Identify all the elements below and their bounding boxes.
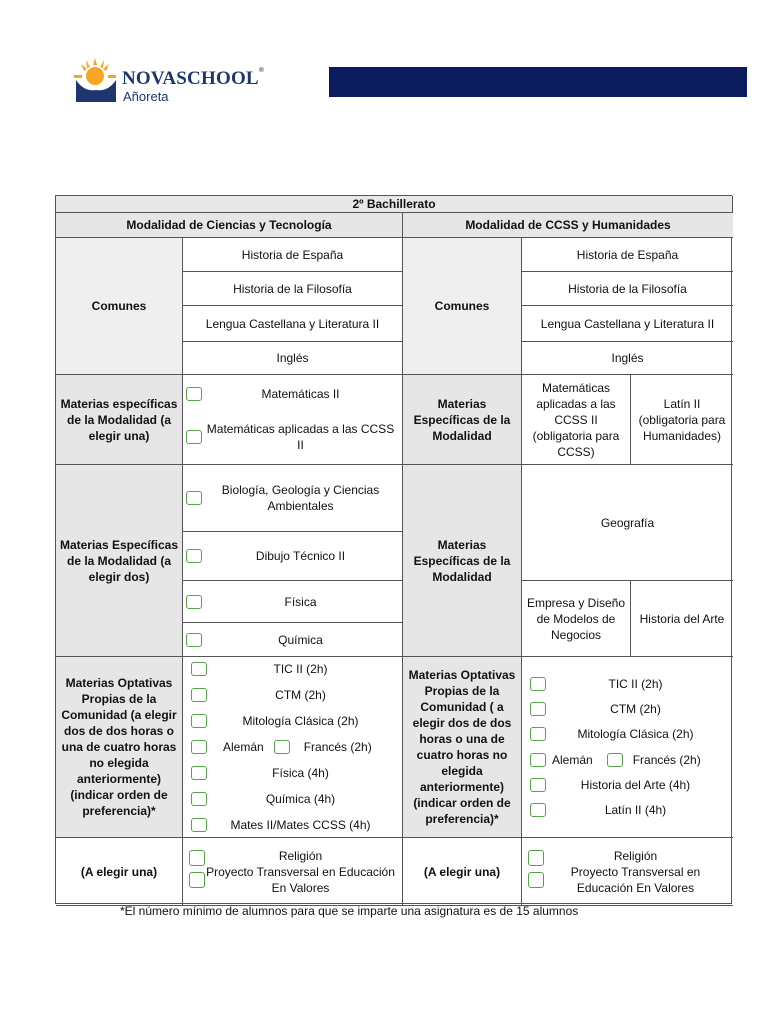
heading-ccss: Modalidad de CCSS y Humanidades [403, 213, 733, 238]
checkbox[interactable] [530, 677, 546, 691]
checkbox[interactable] [186, 595, 202, 609]
esp2-option [183, 532, 403, 581]
option-label: Mates II/Mates CCSS (4h) [230, 818, 371, 832]
esp1-label-ccss: Materias Específicas de la Modalidad [403, 375, 522, 465]
option-row [186, 421, 399, 453]
option-label: Proyecto Transversal en Educación En Valores [206, 864, 395, 895]
esp2-ccss-geografia: Geografía [522, 465, 733, 581]
option-label: Religión [613, 848, 658, 863]
esp1-ccss-matematicas: Matemáticas aplicadas a las CCSS II (obligatoria para CCSS) [522, 375, 631, 465]
option-label: TIC II (2h) [608, 676, 663, 691]
esp2-label-ciencias: Materias Específicas de la Modalidad (a elegir dos) [56, 465, 183, 657]
comun-item: Inglés [522, 342, 733, 375]
checkbox[interactable] [530, 778, 546, 792]
option-label: Historia del Arte (4h) [580, 777, 691, 792]
comun-item: Historia de la Filosofía [183, 272, 403, 306]
comun-item: Lengua Castellana y Literatura II [522, 306, 733, 342]
footnote: *El número mínimo de alumnos para que se imparte una asignatura es de 15 alumnos [120, 904, 579, 918]
checkbox[interactable] [186, 549, 202, 563]
checkbox[interactable] [191, 766, 207, 780]
esp2-label-ccss: Materias Específicas de la Modalidad [403, 465, 522, 657]
checkbox[interactable] [191, 740, 207, 754]
esp1-options-ciencias [183, 375, 403, 465]
comun-item: Inglés [183, 342, 403, 375]
subjects-table [55, 195, 732, 904]
option-label: Química [278, 632, 323, 647]
option-label: Mitología Clásica (2h) [242, 714, 359, 728]
option-label: Física (4h) [272, 766, 329, 780]
option-label: Francés (2h) [632, 752, 701, 767]
checkbox[interactable] [191, 818, 207, 832]
table-title: 2º Bachillerato [56, 196, 733, 213]
elegir-label-ciencias: (A elegir una) [56, 838, 183, 906]
checkbox[interactable] [528, 850, 544, 866]
elegir-label-ccss: (A elegir una) [403, 838, 522, 906]
esp2-option [183, 623, 403, 657]
elegir-options-ciencias [183, 838, 403, 906]
checkbox[interactable] [191, 714, 207, 728]
checkbox[interactable] [530, 753, 546, 767]
option-label: Física [284, 594, 317, 609]
checkbox[interactable] [191, 688, 207, 702]
option-label: CTM (2h) [275, 688, 326, 702]
optativas-label-ciencias: Materias Optativas Propias de la Comunidad (a elegir dos de dos horas o una de cuatro horas no elegida anteriormente) (indicar orden de preferencia)* [56, 657, 183, 838]
checkbox[interactable] [607, 753, 623, 767]
checkbox[interactable] [186, 430, 202, 444]
option-label: Química (4h) [265, 792, 336, 806]
esp2-ccss-historia-arte: Historia del Arte [631, 581, 733, 657]
option-row [186, 386, 399, 402]
esp1-ccss-latin: Latín II (obligatoria para Humanidades) [631, 375, 733, 465]
option-row-idiomas [530, 752, 725, 768]
optativas-options-ciencias [183, 657, 403, 838]
option-label: Biología, Geología y Ciencias Ambientales [221, 483, 380, 513]
option-label: Alemán [552, 752, 593, 767]
option-label: Proyecto Transversal en Educación En Valores [570, 864, 701, 895]
header-bar [329, 67, 747, 97]
option-label: Francés (2h) [303, 740, 372, 754]
esp1-label-ciencias: Materias específicas de la Modalidad (a elegir una) [56, 375, 183, 465]
comun-item: Historia de España [183, 238, 403, 272]
sun-logo-icon [72, 56, 122, 104]
optativas-options-ccss [522, 657, 733, 838]
comun-item: Lengua Castellana y Literatura II [183, 306, 403, 342]
checkbox[interactable] [186, 633, 202, 647]
esp2-option [183, 465, 403, 532]
checkbox[interactable] [530, 727, 546, 741]
option-label: Latín II (4h) [604, 803, 667, 818]
option-label: Mitología Clásica (2h) [577, 727, 694, 742]
brand-name: NOVASCHOOL® [122, 66, 265, 89]
esp2-ccss-empresa: Empresa y Diseño de Modelos de Negocios [522, 581, 631, 657]
optativas-label-ccss: Materias Optativas Propias de la Comunidad ( a elegir dos de dos horas o una de cuatro horas no elegida anteriormente) (indicar orden de preferencia)* [403, 657, 522, 838]
checkbox[interactable] [530, 803, 546, 817]
option-label: CTM (2h) [610, 701, 661, 716]
brand-subtitle: Añoreta [123, 89, 169, 104]
option-label: Alemán [223, 740, 264, 754]
esp2-option [183, 581, 403, 623]
checkbox[interactable] [530, 702, 546, 716]
novaschool-logo [72, 56, 265, 104]
comunes-label-ccss: Comunes [403, 238, 522, 375]
option-row-idiomas [191, 739, 394, 755]
checkbox[interactable] [186, 491, 202, 505]
comun-item: Historia de España [522, 238, 733, 272]
option-label: Matemáticas II [261, 386, 340, 401]
option-label: Religión [278, 848, 323, 863]
option-label: TIC II (2h) [273, 662, 328, 676]
option-label: Dibujo Técnico II [255, 549, 346, 563]
checkbox[interactable] [191, 792, 207, 806]
checkbox[interactable] [189, 872, 205, 888]
checkbox[interactable] [189, 850, 205, 866]
elegir-options-ccss [522, 838, 733, 906]
comunes-label-ciencias: Comunes [56, 238, 183, 375]
checkbox[interactable] [186, 387, 202, 401]
checkbox[interactable] [528, 872, 544, 888]
comun-item: Historia de la Filosofía [522, 272, 733, 306]
heading-ciencias: Modalidad de Ciencias y Tecnología [56, 213, 403, 238]
checkbox[interactable] [191, 662, 207, 676]
option-label: Matemáticas aplicadas a las CCSS II [206, 422, 395, 453]
checkbox[interactable] [274, 740, 290, 754]
